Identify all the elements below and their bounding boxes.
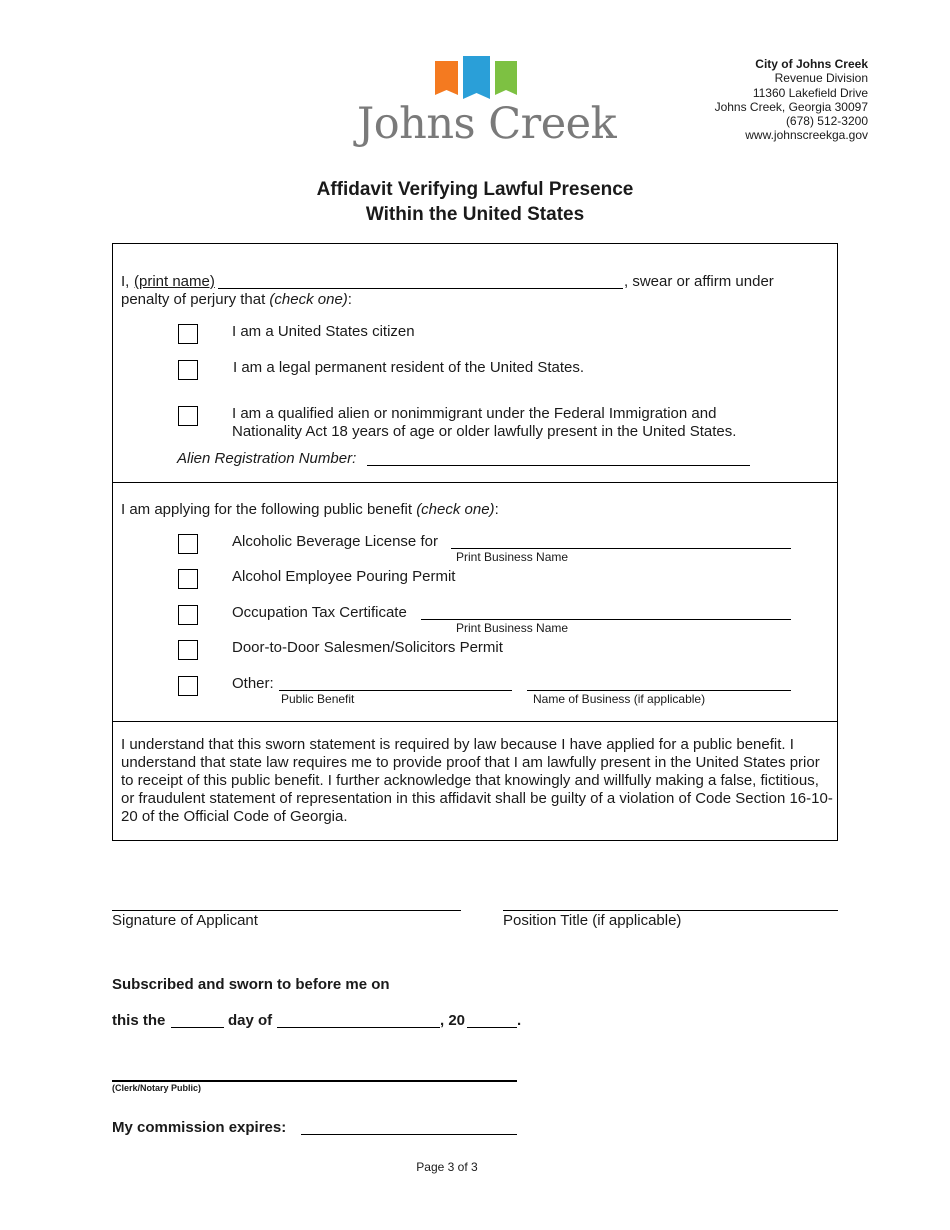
clerk-notary-caption: (Clerk/Notary Public): [112, 1083, 202, 1093]
alcohol-license-checkbox[interactable]: [178, 534, 198, 554]
name-of-business-caption: Name of Business (if applicable): [533, 692, 706, 706]
alcohol-license-label: Alcoholic Beverage License for: [232, 533, 438, 550]
colon: :: [347, 291, 352, 308]
other-benefit-checkbox[interactable]: [178, 676, 198, 696]
benefit-intro-text: I am applying for the following public benefit: [121, 501, 417, 518]
logo-ribbon-orange: [435, 61, 458, 95]
occupation-business-name-field[interactable]: [421, 619, 791, 620]
pouring-permit-label: Alcohol Employee Pouring Permit: [232, 568, 456, 585]
logo-ribbon-blue: [463, 56, 490, 99]
signature-field[interactable]: [112, 910, 461, 911]
check-one-note: (check one): [269, 291, 348, 308]
solicitors-permit-label: Door-to-Door Salesmen/Solicitors Permit: [232, 639, 503, 656]
clerk-signature-field[interactable]: [112, 1080, 517, 1082]
legal-statement: I understand that this sworn statement is required by law because I have applied for a public benefit. I understand that state law requires me to provide proof that I am lawfully present in the United States prior to receipt of this public benefit. I further acknowledge that knowingly and willfully making a false, fictitious, or fraudulent statement of representation in this affidavit shall be guilty of a violation of Code Section 16-10-20 of the Official Code of Georgia.: [121, 736, 833, 825]
print-business-name-caption: Print Business Name: [456, 621, 569, 635]
day-of-label: day of: [228, 1012, 273, 1029]
print-name-label: (print name): [134, 273, 215, 290]
period: .: [517, 1012, 522, 1029]
subscribed-label: Subscribed and sworn to before me on: [112, 976, 390, 993]
page-title-line1: Affidavit Verifying Lawful Presence: [316, 179, 634, 200]
commission-expires-field[interactable]: [301, 1134, 517, 1135]
org-website: www.johnscreekga.gov: [745, 128, 868, 143]
page-number: Page 3 of 3: [416, 1160, 478, 1174]
pouring-permit-checkbox[interactable]: [178, 569, 198, 589]
org-street: 11360 Lakefield Drive: [752, 85, 868, 100]
month-field[interactable]: [277, 1027, 440, 1028]
public-benefit-caption: Public Benefit: [281, 692, 355, 706]
print-business-name-caption: Print Business Name: [456, 550, 569, 564]
other-business-name-field[interactable]: [527, 690, 791, 691]
qualified-alien-label-line2: Nationality Act 18 years of age or older lawfully present in the United States.: [232, 423, 737, 440]
occupation-tax-label: Occupation Tax Certificate: [232, 604, 407, 621]
signature-label: Signature of Applicant: [112, 912, 258, 929]
page-title-line2: Within the United States: [365, 204, 585, 225]
qualified-alien-label-line1: I am a qualified alien or nonimmigrant under the Federal Immigration and: [232, 405, 717, 422]
intro-prefix: I,: [121, 273, 130, 290]
logo-text: Johns Creek: [357, 99, 617, 149]
org-city: Johns Creek, Georgia 30097: [714, 99, 868, 114]
permanent-resident-label: I am a legal permanent resident of the United States.: [233, 359, 585, 376]
print-name-field[interactable]: [218, 288, 623, 289]
section-divider: [112, 482, 838, 483]
intro-line2: [121, 291, 352, 309]
other-public-benefit-field[interactable]: [279, 690, 512, 691]
this-the-label: this the: [112, 1012, 166, 1029]
position-title-label: Position Title (if applicable): [503, 912, 682, 929]
org-address: [715, 57, 868, 143]
org-name: City of Johns Creek: [755, 57, 868, 71]
year-prefix-label: , 20: [440, 1012, 466, 1029]
other-benefit-label: Other:: [232, 675, 274, 692]
citizen-label: I am a United States citizen: [232, 323, 415, 340]
commission-label: My commission expires:: [112, 1119, 287, 1136]
org-division: Revenue Division: [774, 71, 868, 86]
qualified-alien-checkbox[interactable]: [178, 406, 198, 426]
position-title-field[interactable]: [503, 910, 838, 911]
day-field[interactable]: [171, 1027, 224, 1028]
intro-suffix: , swear or affirm under: [624, 273, 774, 290]
alien-registration-label: Alien Registration Number:: [177, 450, 357, 467]
occupation-tax-checkbox[interactable]: [178, 605, 198, 625]
section-divider: [112, 721, 838, 722]
citizen-checkbox[interactable]: [178, 324, 198, 344]
permanent-resident-checkbox[interactable]: [178, 360, 198, 380]
solicitors-permit-checkbox[interactable]: [178, 640, 198, 660]
colon: :: [494, 501, 499, 518]
year-field[interactable]: [467, 1027, 517, 1028]
intro-line2-prefix: penalty of perjury that: [121, 291, 270, 308]
alien-registration-field[interactable]: [367, 465, 750, 466]
benefit-intro: [121, 501, 499, 519]
org-phone: (678) 512-3200: [785, 114, 868, 129]
logo-ribbon-green: [495, 61, 517, 95]
logo-ribbons-icon: [434, 55, 518, 101]
alcohol-business-name-field[interactable]: [451, 548, 791, 549]
benefit-check-one: (check one): [416, 501, 495, 518]
